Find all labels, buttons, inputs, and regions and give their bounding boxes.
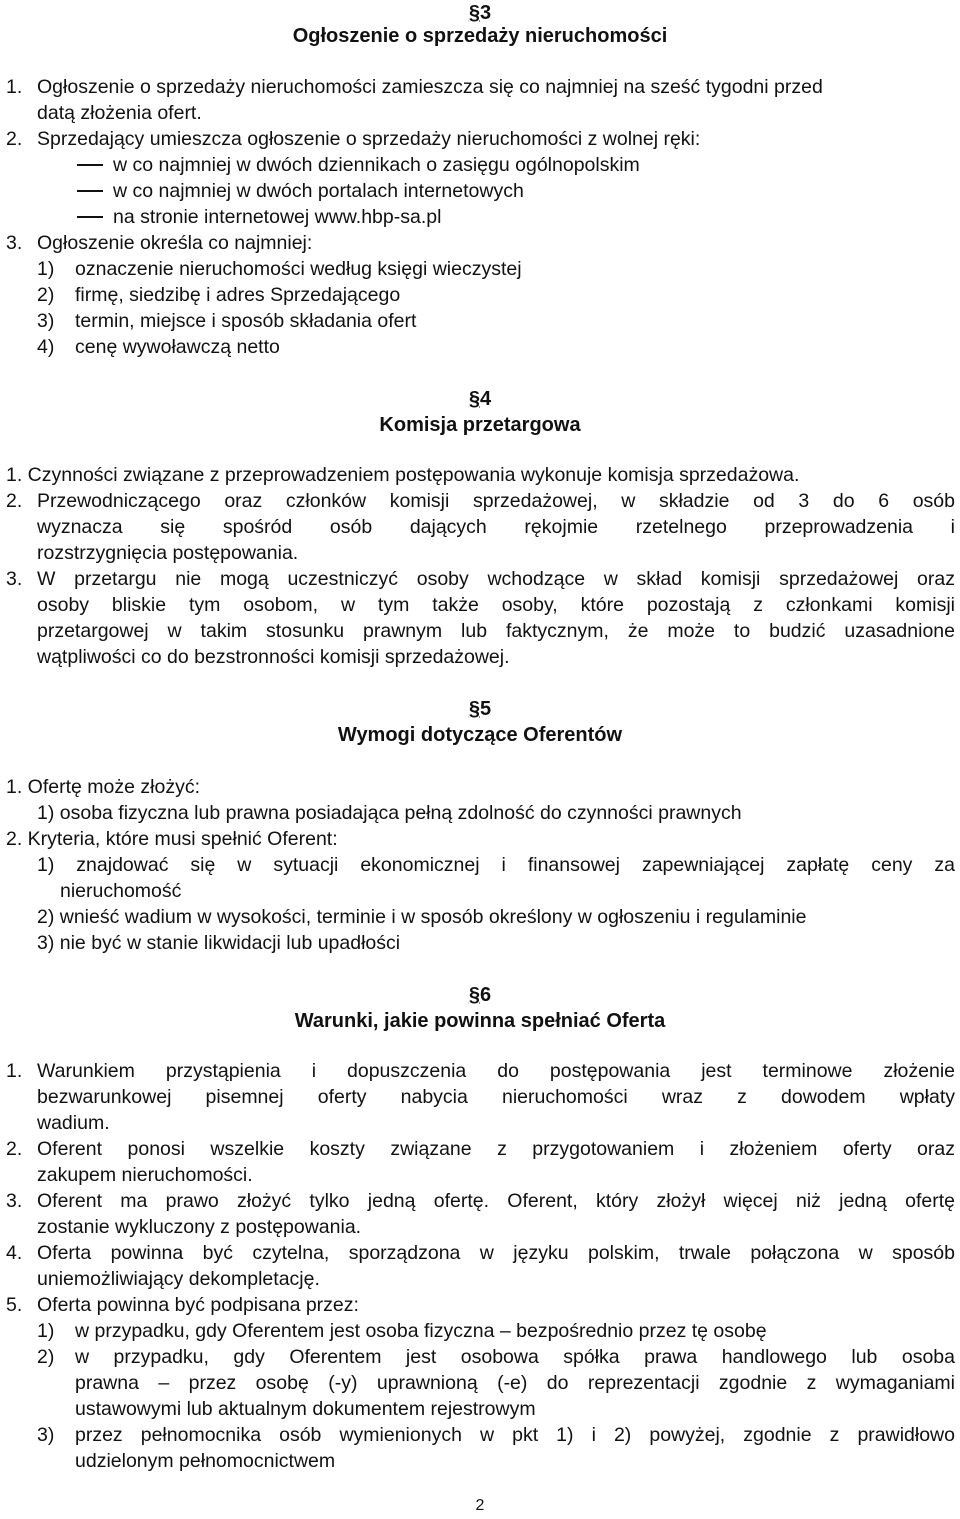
sec6-p3-number: 3.	[6, 1190, 23, 1212]
sec4-p2-line2: wyznacza się spośród osób dających rękojmie rzetelnego przeprowadzenia i	[37, 516, 955, 538]
sec6-p5-item-2-number: 2)	[37, 1346, 55, 1368]
sec6-p5-item-2-line1: w przypadku, gdy Oferentem jest osobowa spółka prawa handlowego lub osoba	[75, 1346, 955, 1368]
sec5-p1: 1. Ofertę może złożyć:	[6, 776, 200, 798]
sec3-p3-item-1-number: 1)	[37, 258, 55, 280]
section-5-title: Wymogi dotyczące Oferentów	[337, 724, 623, 746]
sec6-p5-item-3-line2: udzielonym pełnomocnictwem	[75, 1450, 336, 1472]
sec3-p2-text: Sprzedający umieszcza ogłoszenie o sprzedaży nieruchomości z wolnej ręki:	[37, 128, 701, 150]
sec3-p1-line1: Ogłoszenie o sprzedaży nieruchomości zamieszcza się co najmniej na sześć tygodni przed	[37, 76, 823, 98]
sec3-p3-text: Ogłoszenie określa co najmniej:	[37, 232, 313, 254]
sec6-p4-line1: Oferta powinna być czytelna, sporządzona w języku polskim, trwale połączona w sposób	[37, 1242, 955, 1264]
sec3-p1-line2: datą złożenia ofert.	[37, 102, 202, 124]
sec3-p1-number: 1.	[6, 76, 23, 98]
sec3-p3-item-2-number: 2)	[37, 284, 55, 306]
dash-bullet-icon	[77, 164, 103, 166]
sec4-p2-line3: rozstrzygnięcia postępowania.	[37, 542, 299, 564]
sec4-p2-number: 2.	[6, 490, 23, 512]
sec6-p5-item-3-number: 3)	[37, 1424, 55, 1446]
section-3-number: §3	[468, 2, 492, 24]
sec3-p3-item-3-number: 3)	[37, 310, 55, 332]
sec4-p3-number: 3.	[6, 568, 23, 590]
sec6-p5-item-1-line1: w przypadku, gdy Oferentem jest osoba fizyczna – bezpośrednio przez tę osobę	[75, 1320, 767, 1342]
section-5-number: §5	[468, 698, 492, 720]
sec6-p4-number: 4.	[6, 1242, 23, 1264]
sec6-p4-line2: uniemożliwiający dekompletację.	[37, 1268, 320, 1290]
sec3-p2-item-3: na stronie internetowej www.hbp-sa.pl	[113, 206, 442, 228]
sec6-p3-line1: Oferent ma prawo złożyć tylko jedną ofertę. Oferent, który złożył więcej niż jedną ofertę	[37, 1190, 955, 1212]
sec6-p1-line2: bezwarunkowej pisemnej oferty nabycia nieruchomości wraz z dowodem wpłaty	[37, 1086, 955, 1108]
sec6-p2-line2: zakupem nieruchomości.	[37, 1164, 253, 1186]
section-6-title: Warunki, jakie powinna spełniać Oferta	[294, 1010, 666, 1032]
sec3-p2-item-2: w co najmniej w dwóch portalach internetowych	[113, 180, 524, 202]
sec3-p3-item-2: firmę, siedzibę i adres Sprzedającego	[75, 284, 401, 306]
sec3-p3-item-1: oznaczenie nieruchomości według księgi wieczystej	[75, 258, 522, 280]
sec3-p3-item-4: cenę wywoławczą netto	[75, 336, 280, 358]
sec5-p2-item-1-line2: nieruchomość	[60, 880, 182, 902]
sec6-p5-number: 5.	[6, 1294, 23, 1316]
sec6-p1-number: 1.	[6, 1060, 23, 1082]
sec5-p2-item-3: 3) nie być w stanie likwidacji lub upadłości	[37, 932, 401, 954]
sec6-p5-item-2-line3: ustawowymi lub aktualnym dokumentem rejestrowym	[75, 1398, 536, 1420]
section-6-number: §6	[468, 984, 492, 1006]
sec6-p1-line1: Warunkiem przystąpienia i dopuszczenia do postępowania jest terminowe złożenie	[37, 1060, 955, 1082]
sec6-p2-line1: Oferent ponosi wszelkie koszty związane z przygotowaniem i złożeniem oferty oraz	[37, 1138, 955, 1160]
sec3-p3-item-4-number: 4)	[37, 336, 55, 358]
section-4-title: Komisja przetargowa	[379, 414, 581, 436]
dash-bullet-icon	[77, 216, 103, 218]
section-3-title: Ogłoszenie o sprzedaży nieruchomości	[292, 25, 668, 47]
sec3-p2-number: 2.	[6, 128, 23, 150]
page-number: 2	[475, 1497, 485, 1514]
sec5-p2-item-2: 2) wnieść wadium w wysokości, terminie i w sposób określony w ogłoszeniu i regulaminie	[37, 906, 807, 928]
sec4-p3-line3: przetargowej w takim stosunku prawnym lub faktycznym, że może to budzić uzasadnione	[37, 620, 955, 642]
sec6-p3-line2: zostanie wykluczony z postępowania.	[37, 1216, 362, 1238]
sec4-p2-line1: Przewodniczącego oraz członków komisji sprzedażowej, w składzie od 3 do 6 osób	[37, 490, 955, 512]
section-4-number: §4	[468, 388, 492, 410]
sec4-p1: 1. Czynności związane z przeprowadzeniem postępowania wykonuje komisja sprzedażowa.	[6, 464, 800, 486]
sec6-p1-line3: wadium.	[37, 1112, 110, 1134]
sec6-p5-item-1-number: 1)	[37, 1320, 55, 1342]
sec3-p3-number: 3.	[6, 232, 23, 254]
sec6-p2-number: 2.	[6, 1138, 23, 1160]
sec5-p2-item-1-line1: 1) znajdować się w sytuacji ekonomicznej i finansowej zapewniającej zapłatę ceny za	[37, 854, 955, 876]
sec4-p3-line1: W przetargu nie mogą uczestniczyć osoby wchodzące w skład komisji sprzedażowej oraz	[37, 568, 955, 590]
sec3-p3-item-3: termin, miejsce i sposób składania ofert	[75, 310, 417, 332]
sec3-p2-item-1: w co najmniej w dwóch dziennikach o zasięgu ogólnopolskim	[113, 154, 640, 176]
sec6-p5-item-2-line2: prawna – przez osobę (-y) uprawnioną (-e) do reprezentacji zgodnie z wymaganiami	[75, 1372, 955, 1394]
sec5-p1-item-1: 1) osoba fizyczna lub prawna posiadająca pełną zdolność do czynności prawnych	[37, 802, 742, 824]
sec4-p3-line2: osoby bliskie tym osobom, w tym także osoby, które pozostają z członkami komisji	[37, 594, 955, 616]
dash-bullet-icon	[77, 190, 103, 192]
sec5-p2: 2. Kryteria, które musi spełnić Oferent:	[6, 828, 338, 850]
sec6-p5-item-3-line1: przez pełnomocnika osób wymienionych w pkt 1) i 2) powyżej, zgodnie z prawidłowo	[75, 1424, 955, 1446]
sec4-p3-line4: wątpliwości co do bezstronności komisji sprzedażowej.	[37, 646, 510, 668]
sec6-p5-text: Oferta powinna być podpisana przez:	[37, 1294, 359, 1316]
